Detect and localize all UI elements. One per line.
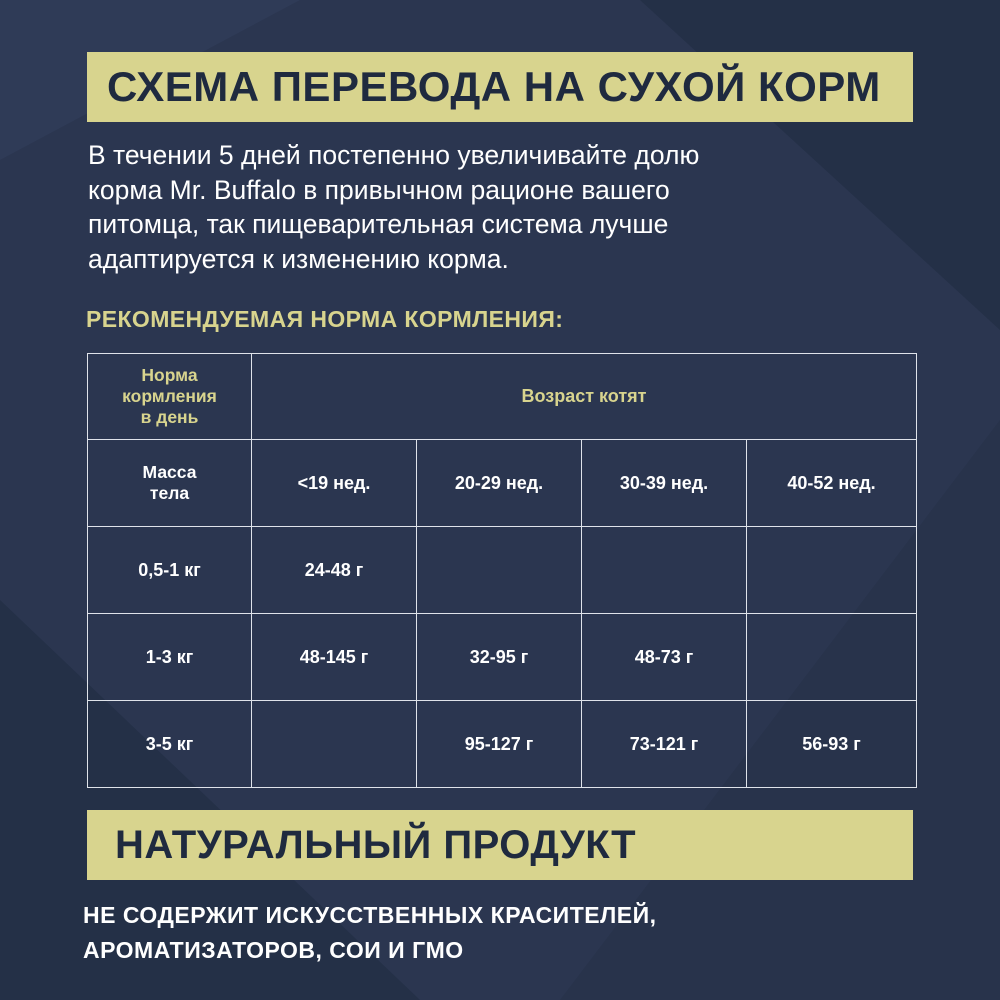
age-header: Возраст котят: [252, 354, 917, 440]
column-header: 30-39 нед.: [582, 440, 747, 527]
table-row: [88, 701, 917, 788]
weight-cell: 0,5-1 кг: [88, 527, 252, 614]
intro-line: корма Mr. Buffalo в привычном рационе вашего: [88, 174, 670, 205]
feeding-table: [87, 353, 917, 788]
value-cell: 95-127 г: [417, 701, 582, 788]
value-cell: 48-73 г: [582, 614, 747, 701]
footer-text: [83, 898, 657, 968]
value-cell: [747, 614, 917, 701]
weight-header: [88, 440, 252, 527]
value-cell: 48-145 г: [252, 614, 417, 701]
table-row: [88, 614, 917, 701]
weight-header-line: Масса: [142, 462, 197, 482]
footer-line: АРОМАТИЗАТОРОВ, СОИ И ГМО: [83, 937, 464, 963]
footer-line: НЕ СОДЕРЖИТ ИСКУССТВЕННЫХ КРАСИТЕЛЕЙ,: [83, 902, 657, 928]
column-header: 20-29 нед.: [417, 440, 582, 527]
page-title: СХЕМА ПЕРЕВОДА НА СУХОЙ КОРМ: [107, 63, 881, 110]
title-banner: [87, 52, 913, 122]
banner-title: НАТУРАЛЬНЫЙ ПРОДУКТ: [115, 822, 637, 867]
intro-line: адаптируется к изменению корма.: [88, 243, 509, 274]
table-heading: РЕКОМЕНДУЕМАЯ НОРМА КОРМЛЕНИЯ:: [86, 306, 564, 332]
corner-line: кормления: [122, 386, 217, 406]
corner-line: в день: [140, 407, 199, 427]
column-header: <19 нед.: [252, 440, 417, 527]
weight-cell: 3-5 кг: [88, 701, 252, 788]
intro-line: питомца, так пищеварительная система лучше: [88, 209, 669, 239]
weight-header-line: тела: [149, 483, 190, 503]
value-cell: 32-95 г: [417, 614, 582, 701]
value-cell: 73-121 г: [582, 701, 747, 788]
value-cell: 24-48 г: [252, 527, 417, 614]
value-cell: [252, 701, 417, 788]
table-row: [88, 527, 917, 614]
value-cell: 56-93 г: [747, 701, 917, 788]
column-header-row: [88, 440, 917, 527]
value-cell: [582, 527, 747, 614]
corner-header: [88, 354, 252, 440]
value-cell: [747, 527, 917, 614]
intro-line: В течении 5 дней постепенно увеличивайте долю: [88, 140, 700, 170]
natural-product-banner: [87, 810, 913, 880]
corner-line: Норма: [141, 365, 198, 385]
intro-text: [88, 138, 918, 276]
value-cell: [417, 527, 582, 614]
weight-cell: 1-3 кг: [88, 614, 252, 701]
column-header: 40-52 нед.: [747, 440, 917, 527]
table-header-row: [88, 354, 917, 440]
